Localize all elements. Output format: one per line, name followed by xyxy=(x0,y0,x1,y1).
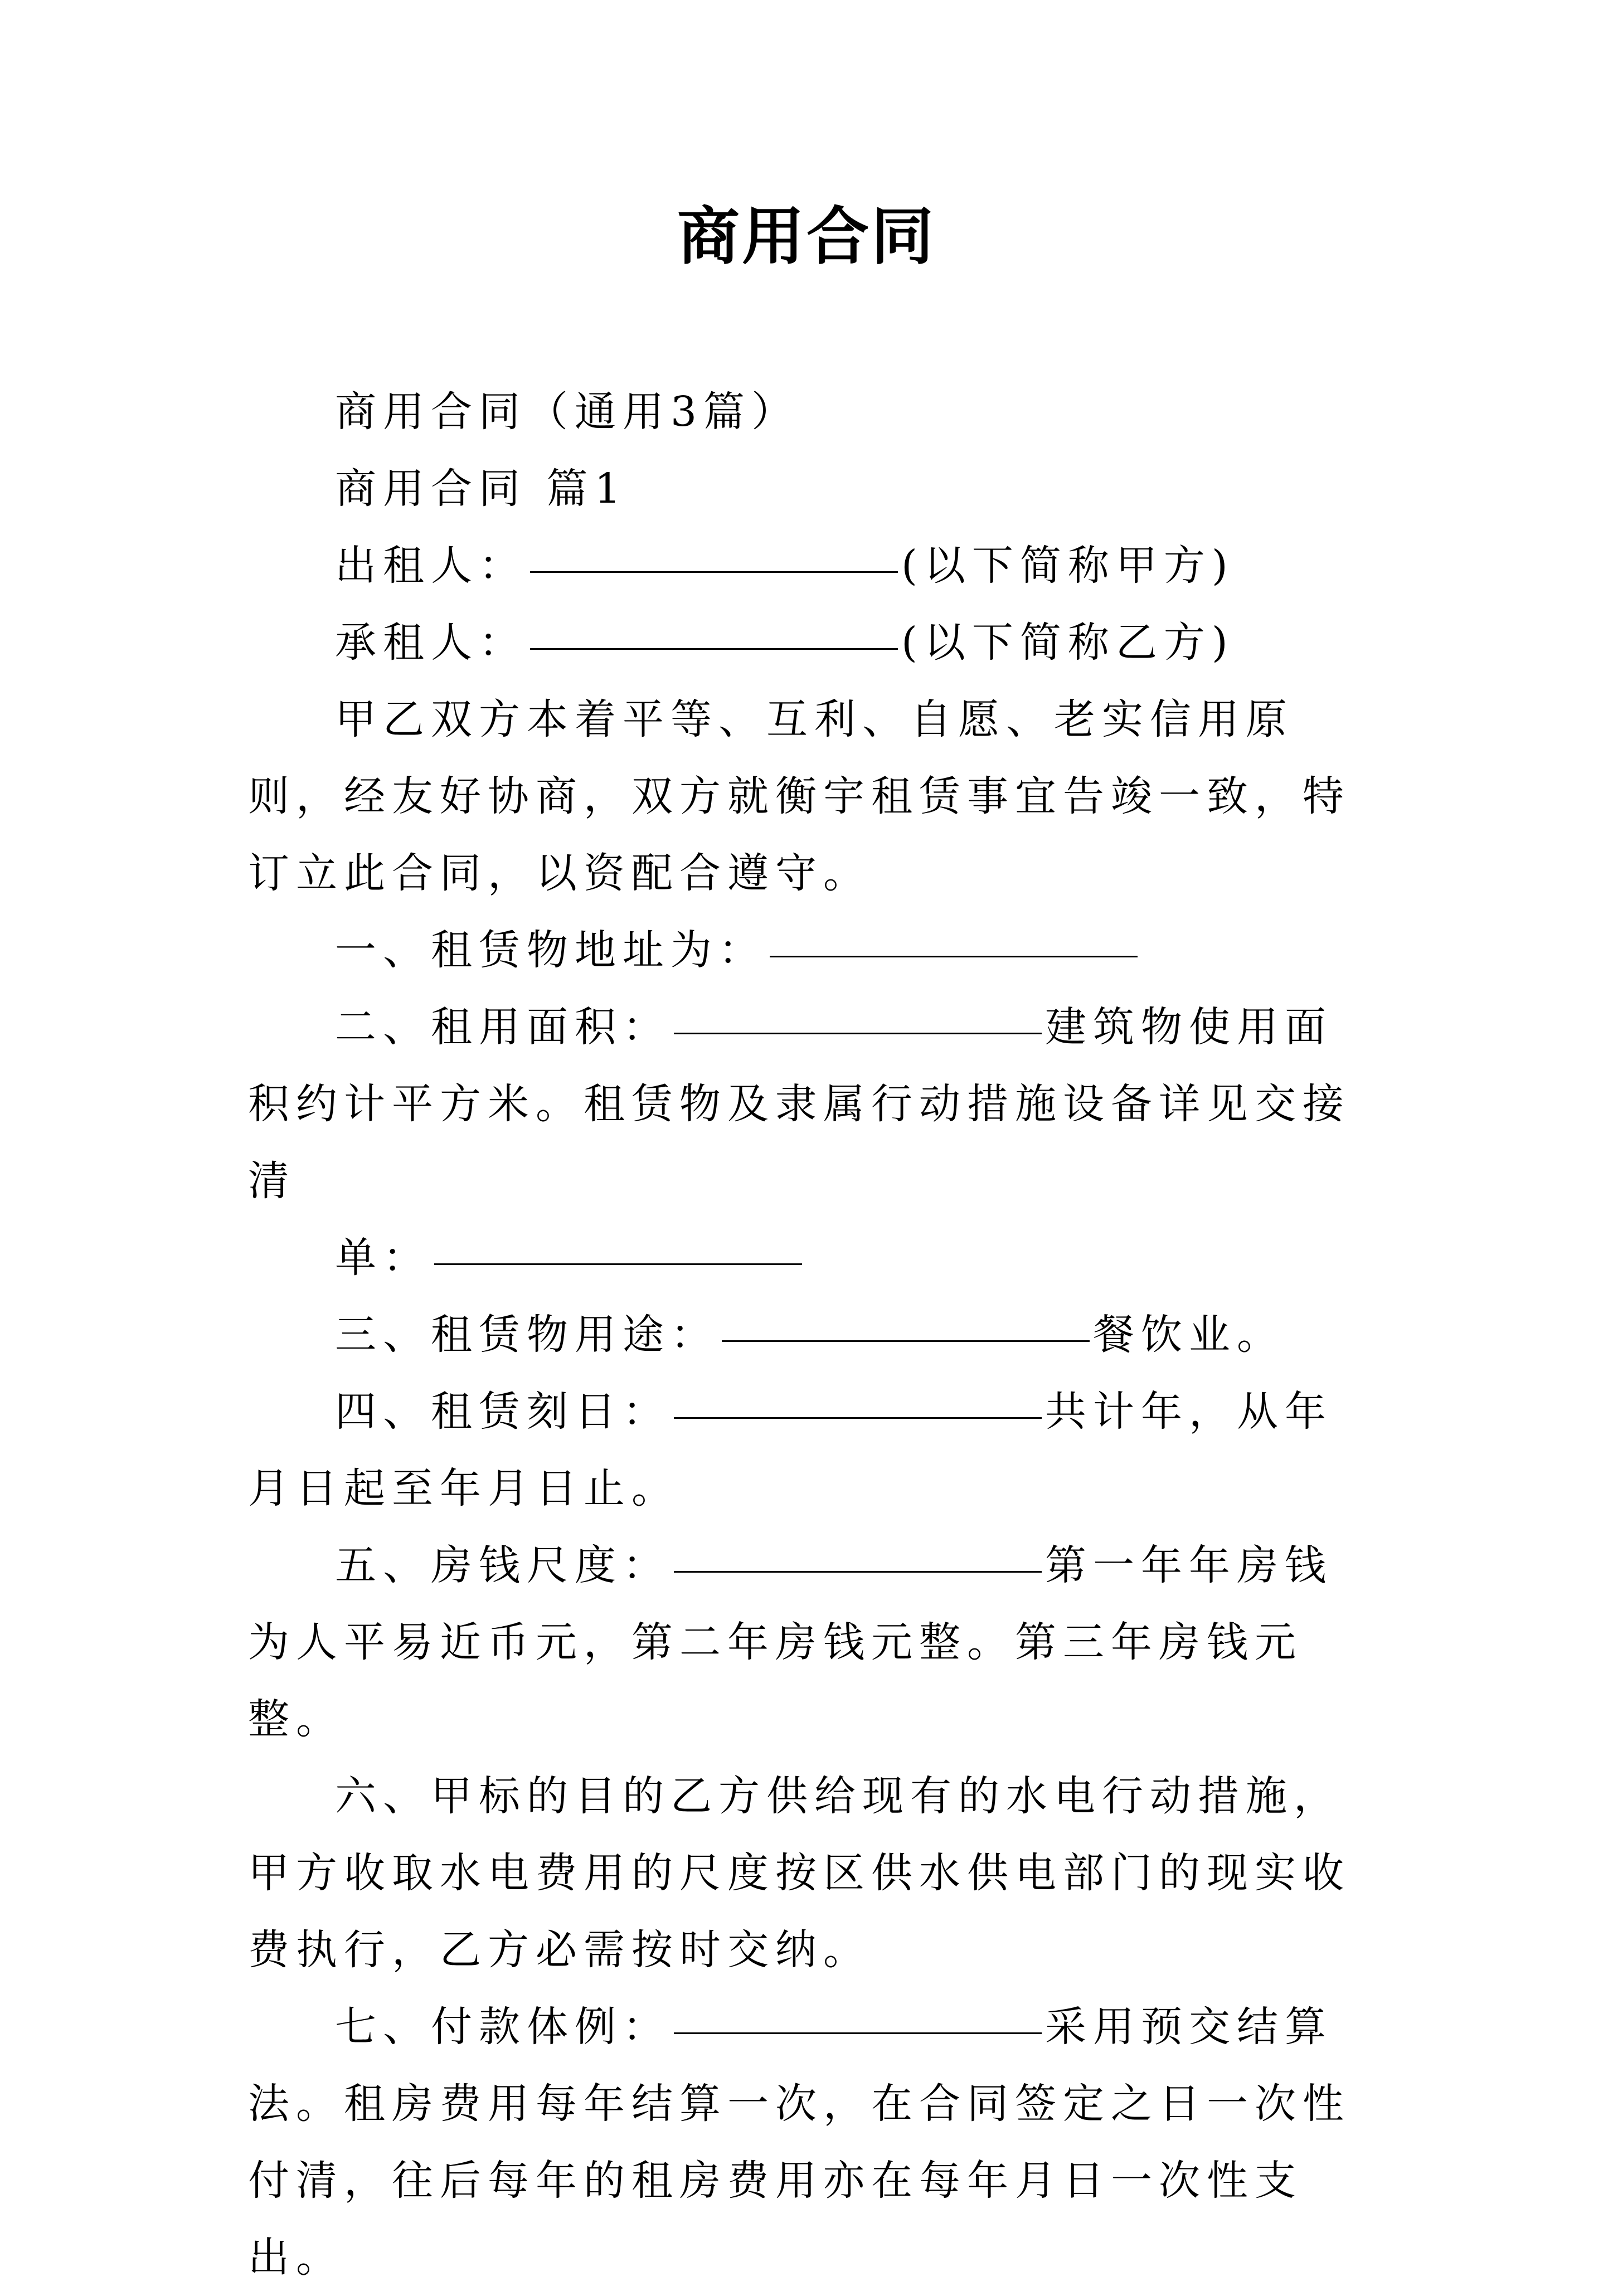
paragraph-clause-6 xyxy=(248,1758,1379,1988)
document-body xyxy=(248,373,1379,2296)
paragraph-text: 七、付款体例： xyxy=(335,2003,671,2051)
paragraph-text: 单： xyxy=(335,1234,431,1282)
paragraph-text: 承租人： xyxy=(335,619,527,667)
paragraph-text: 餐饮业。 xyxy=(1093,1311,1285,1359)
paragraph-section-heading xyxy=(248,450,1379,527)
paragraph-text: 三、租赁物用途： xyxy=(335,1311,718,1359)
fill-blank-line xyxy=(434,1263,802,1265)
paragraph-text: (以下简称甲方) xyxy=(901,542,1235,590)
paragraph-clause-7 xyxy=(248,1988,1379,2296)
paragraph-text: 建筑物使用面积约计平方米。租赁物及隶属行动措施设备详见交接清 xyxy=(248,1003,1350,1205)
paragraph-text: 第一年年房钱为人平易近币元，第二年房钱元整。第三年房钱元整。 xyxy=(248,1541,1333,1743)
paragraph-lessor xyxy=(248,527,1379,604)
fill-blank-line xyxy=(530,648,898,650)
paragraph-text: 六、甲标的目的乙方供给现有的水电行动措施，甲方收取水电费用的尺度按区供水供电部门的现实收费执行，乙方必需按时交纳。 xyxy=(248,1772,1350,1974)
fill-blank-line xyxy=(674,1417,1042,1419)
paragraph-intro xyxy=(248,681,1379,912)
paragraph-text: 四、租赁刻日： xyxy=(335,1388,671,1436)
paragraph-text: 商用合同 篇1 xyxy=(335,465,628,513)
paragraph-text: 出租人： xyxy=(335,542,527,590)
paragraph-clause-5 xyxy=(248,1527,1379,1758)
paragraph-text: 二、租用面积： xyxy=(335,1003,671,1051)
fill-blank-line xyxy=(530,571,898,573)
fill-blank-line xyxy=(770,955,1138,957)
paragraph-text: 采用预交结算法。租房费用每年结算一次，在合同签定之日一次性付清，往后每年的租房费用亦在每年月日一次性支出。 xyxy=(248,2003,1350,2282)
paragraph-text: 共计年，从年月日起至年月日止。 xyxy=(248,1388,1333,1512)
paragraph-lessee xyxy=(248,604,1379,681)
fill-blank-line xyxy=(722,1340,1090,1342)
paragraph-text: 五、房钱尺度： xyxy=(335,1541,671,1589)
fill-blank-line xyxy=(674,1570,1042,1573)
paragraph-text: 商用合同（通用3篇） xyxy=(335,388,800,436)
document-title: 商用合同 xyxy=(677,200,936,273)
paragraph-clause-4 xyxy=(248,1373,1379,1527)
paragraph-clause-1 xyxy=(248,912,1379,989)
fill-blank-line xyxy=(674,2032,1042,2034)
paragraph-clause-3 xyxy=(248,1296,1379,1373)
paragraph-text: 甲乙双方本着平等、互利、自愿、老实信用原则，经友好协商，双方就衡宇租赁事宜告竣一致，特订立此合同，以资配合遵守。 xyxy=(248,695,1350,897)
paragraph-clause-2-cont xyxy=(248,1219,1379,1296)
paragraph-subtitle xyxy=(248,373,1379,450)
paragraph-text: (以下简称乙方) xyxy=(901,619,1235,667)
paragraph-clause-2 xyxy=(248,989,1379,1219)
fill-blank-line xyxy=(674,1032,1042,1034)
paragraph-text: 一、租赁物地址为： xyxy=(335,926,766,974)
